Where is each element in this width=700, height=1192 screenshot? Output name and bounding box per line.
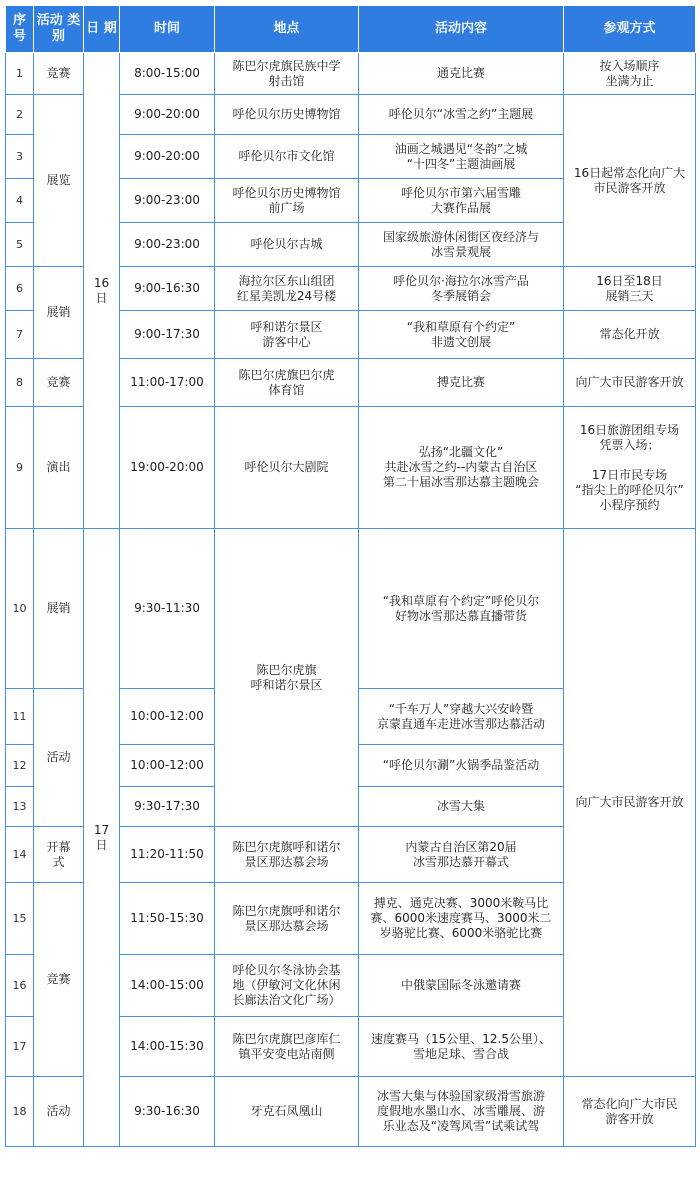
visit-method-cell: 16日起常态化向广大 市民游客开放 (564, 95, 696, 267)
content-cell: 呼伦贝尔市第六届雪雕 大赛作品展 (359, 179, 564, 223)
row-number: 13 (6, 787, 34, 827)
visit-method-cell: 向广大市民游客开放 (564, 359, 696, 407)
row-number: 14 (6, 827, 34, 883)
category-cell: 活动 (34, 689, 84, 827)
category-cell: 演出 (34, 407, 84, 529)
time-cell: 9:30-11:30 (120, 529, 215, 689)
time-cell: 11:00-17:00 (120, 359, 215, 407)
content-cell: 通克比赛 (359, 53, 564, 95)
category-cell: 展览 (34, 95, 84, 267)
schedule-body (6, 53, 696, 1147)
row-number: 5 (6, 223, 34, 267)
header-content: 活动内容 (359, 6, 564, 53)
row-number: 16 (6, 955, 34, 1017)
time-cell: 8:00-15:00 (120, 53, 215, 95)
content-cell: 冰雪大集与体验国家级滑雪旅游 度假地水墨山水、冰雪雕展、游 乐业态及“凌驾风雪”试乘试驾 (359, 1077, 564, 1147)
row-number: 10 (6, 529, 34, 689)
category-cell: 开幕 式 (34, 827, 84, 883)
time-cell: 9:00-23:00 (120, 223, 215, 267)
content-cell: 呼伦贝尔·海拉尔冰雪产品 冬季展销会 (359, 267, 564, 311)
header-row (6, 6, 696, 53)
location-cell: 呼伦贝尔历史博物馆 (215, 95, 359, 135)
location-cell: 陈巴尔虎旗呼和诺尔 景区那达慕会场 (215, 827, 359, 883)
time-cell: 9:00-16:30 (120, 267, 215, 311)
location-cell: 海拉尔区东山组团 红星美凯龙24号楼 (215, 267, 359, 311)
row-number: 11 (6, 689, 34, 745)
time-cell: 10:00-12:00 (120, 745, 215, 787)
visit-method-cell: 按入场顺序 坐满为止 (564, 53, 696, 95)
row-number: 2 (6, 95, 34, 135)
location-cell: 牙克石凤凰山 (215, 1077, 359, 1147)
visit-method-cell: 16日至18日 展销三天 (564, 267, 696, 311)
location-cell: 陈巴尔虎旗民族中学 射击馆 (215, 53, 359, 95)
event-schedule-table (5, 5, 696, 1147)
content-cell: 搏克、通克决赛、3000米鞍马比 赛、6000米速度赛马、3000米二 岁骆驼比赛、6000米骆驼比赛 (359, 883, 564, 955)
time-cell: 10:00-12:00 (120, 689, 215, 745)
time-cell: 11:20-11:50 (120, 827, 215, 883)
content-cell: “我和草原有个约定”呼伦贝尔 好物冰雪那达慕直播带货 (359, 529, 564, 689)
location-cell: 呼伦贝尔历史博物馆 前广场 (215, 179, 359, 223)
location-cell: 呼伦贝尔大剧院 (215, 407, 359, 529)
location-cell: 陈巴尔虎旗巴尔虎 体育馆 (215, 359, 359, 407)
header-category: 活动 类别 (34, 6, 84, 53)
category-cell: 展销 (34, 529, 84, 689)
location-cell: 陈巴尔虎旗巴彦库仁 镇平安变电站南侧 (215, 1017, 359, 1077)
location-cell: 呼伦贝尔古城 (215, 223, 359, 267)
header-no: 序 号 (6, 6, 34, 53)
time-cell: 19:00-20:00 (120, 407, 215, 529)
category-cell: 竞赛 (34, 53, 84, 95)
category-cell: 竞赛 (34, 359, 84, 407)
visit-method-cell: 向广大市民游客开放 (564, 529, 696, 1077)
content-cell: “我和草原有个约定” 非遗文创展 (359, 311, 564, 359)
time-cell: 9:00-20:00 (120, 135, 215, 179)
time-cell: 9:00-17:30 (120, 311, 215, 359)
location-cell: 陈巴尔虎旗呼和诺尔 景区那达慕会场 (215, 883, 359, 955)
time-cell: 14:00-15:00 (120, 955, 215, 1017)
content-cell: 国家级旅游休闲街区夜经济与 冰雪景观展 (359, 223, 564, 267)
row-number: 4 (6, 179, 34, 223)
header-date: 日 期 (84, 6, 120, 53)
row-number: 18 (6, 1077, 34, 1147)
time-cell: 14:00-15:30 (120, 1017, 215, 1077)
header-location: 地点 (215, 6, 359, 53)
location-cell: 呼伦贝尔市文化馆 (215, 135, 359, 179)
content-cell: 油画之城遇见“冬韵”之城 “十四冬”主题油画展 (359, 135, 564, 179)
header-visit: 参观方式 (564, 6, 696, 53)
date-cell: 17 日 (84, 529, 120, 1147)
content-cell: 内蒙古自治区第20届 冰雪那达慕开幕式 (359, 827, 564, 883)
visit-method-cell: 常态化向广大市民 游客开放 (564, 1077, 696, 1147)
row-number: 9 (6, 407, 34, 529)
time-cell: 9:00-20:00 (120, 95, 215, 135)
category-cell: 竞赛 (34, 883, 84, 1077)
header-time: 时间 (120, 6, 215, 53)
category-cell: 活动 (34, 1077, 84, 1147)
row-number: 12 (6, 745, 34, 787)
location-cell: 陈巴尔虎旗 呼和诺尔景区 (215, 529, 359, 827)
visit-method-cell: 16日旅游团组专场 凭票入场； 17日市民专场 “指尖上的呼伦贝尔” 小程序预约 (564, 407, 696, 529)
location-cell: 呼和诺尔景区 游客中心 (215, 311, 359, 359)
content-cell: “呼伦贝尔涮”火锅季品鉴活动 (359, 745, 564, 787)
category-cell: 展销 (34, 267, 84, 359)
visit-method-cell: 常态化开放 (564, 311, 696, 359)
row-number: 8 (6, 359, 34, 407)
content-cell: 速度赛马（15公里、12.5公里）、 雪地足球、雪合战 (359, 1017, 564, 1077)
row-number: 1 (6, 53, 34, 95)
row-number: 6 (6, 267, 34, 311)
time-cell: 9:00-23:00 (120, 179, 215, 223)
row-number: 15 (6, 883, 34, 955)
content-cell: 弘扬“北疆文化” 共赴冰雪之约--内蒙古自治区 第二十届冰雪那达慕主题晚会 (359, 407, 564, 529)
content-cell: 搏克比赛 (359, 359, 564, 407)
content-cell: 中俄蒙国际冬泳邀请赛 (359, 955, 564, 1017)
location-cell: 呼伦贝尔冬泳协会基 地（伊敏河文化休闲 长廊法治文化广场） (215, 955, 359, 1017)
content-cell: “千车万人”穿越大兴安岭暨 京蒙直通车走进冰雪那达慕活动 (359, 689, 564, 745)
schedule-wrapper (5, 5, 696, 1147)
date-cell: 16 日 (84, 53, 120, 529)
table-row (6, 529, 696, 689)
row-number: 3 (6, 135, 34, 179)
content-cell: 冰雪大集 (359, 787, 564, 827)
row-number: 17 (6, 1017, 34, 1077)
row-number: 7 (6, 311, 34, 359)
table-row (6, 53, 696, 95)
time-cell: 9:30-17:30 (120, 787, 215, 827)
time-cell: 11:50-15:30 (120, 883, 215, 955)
time-cell: 9:30-16:30 (120, 1077, 215, 1147)
content-cell: 呼伦贝尔“冰雪之约”主题展 (359, 95, 564, 135)
